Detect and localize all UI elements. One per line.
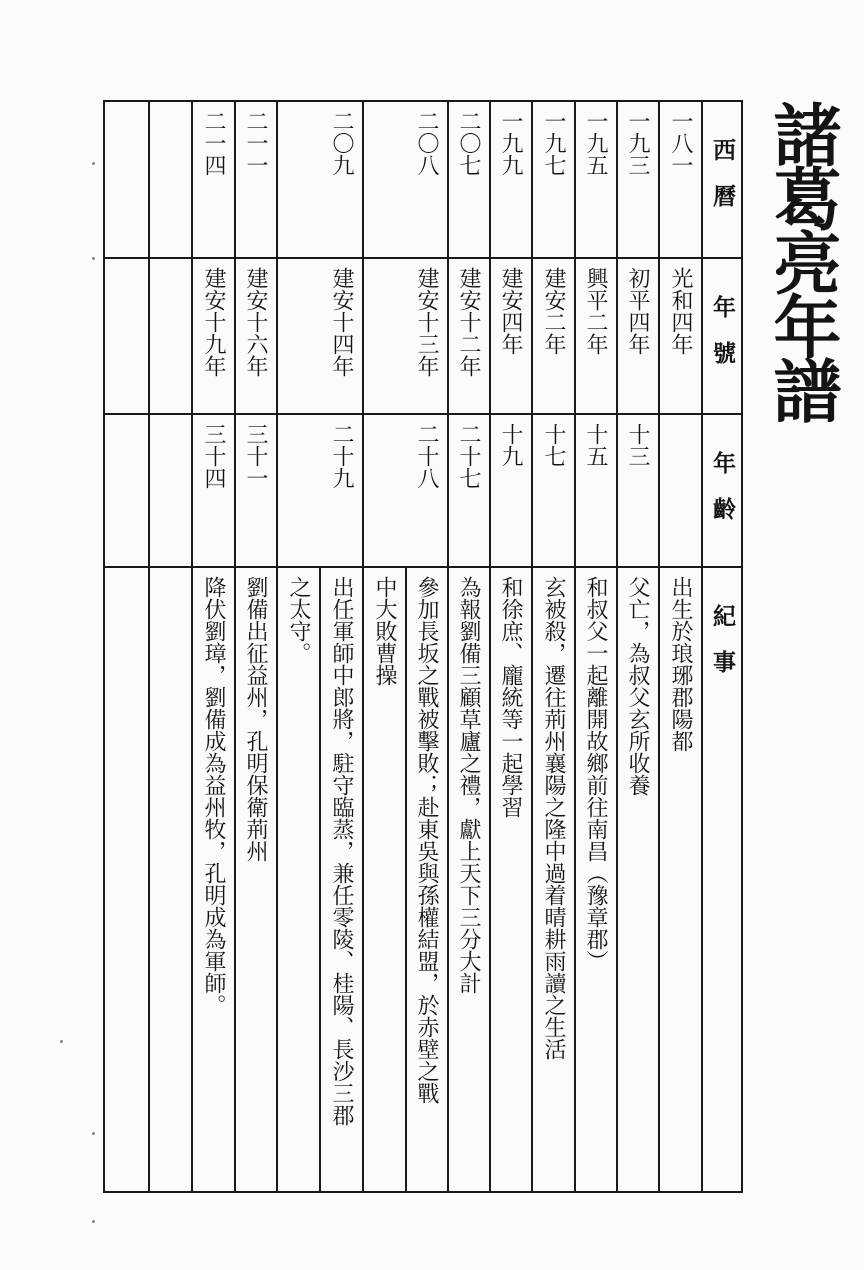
cell-event-line: 父亡，為叔父玄所收養 <box>625 576 650 796</box>
cell-year <box>148 110 191 247</box>
chronology-table <box>103 100 743 1193</box>
cell-age: 二十九 <box>329 423 354 489</box>
cell-event-line: 之太守。 <box>286 576 311 664</box>
cell-year: 二〇九 <box>329 110 354 176</box>
cell-era: 建安十九年 <box>201 267 226 377</box>
cell-year: 二〇八 <box>414 110 439 176</box>
cell-era: 建安二年 <box>541 267 566 355</box>
cell-event-line: 劉備出征益州，孔明保衛荊州 <box>243 576 268 862</box>
cell-event-line: 玄被殺，遷往荊州襄陽之隆中過着晴耕雨讀之生活 <box>541 576 566 1060</box>
header-era: 年 號 <box>709 295 736 364</box>
cell-era: 初平四年 <box>625 267 650 355</box>
cell-era: 建安十三年 <box>414 267 439 377</box>
cell-event-line <box>148 576 191 1181</box>
row-divider-age <box>103 413 743 415</box>
cell-age: 十七 <box>541 423 566 467</box>
cell-age: 十九 <box>498 423 523 467</box>
scan-speck <box>92 257 95 260</box>
cell-age: 三十四 <box>201 423 226 489</box>
cell-year <box>103 110 148 247</box>
cell-era: 建安十六年 <box>243 267 268 377</box>
merged-cell-mask <box>404 102 408 566</box>
cell-year: 二一四 <box>201 110 226 176</box>
cell-year: 一九五 <box>583 110 608 176</box>
cell-event-line: 出生於琅琊郡陽都 <box>668 576 693 752</box>
cell-year: 一九三 <box>625 110 650 176</box>
scan-speck <box>92 1132 95 1135</box>
cell-event-line: 降伏劉璋，劉備成為益州牧，孔明成為軍師。 <box>201 576 226 1016</box>
header-year: 西 曆 <box>709 138 736 207</box>
cell-age: 十三 <box>625 423 650 467</box>
scan-speck <box>60 1040 63 1043</box>
cell-year: 一九九 <box>498 110 523 176</box>
cell-age <box>148 423 191 556</box>
cell-era: 建安四年 <box>498 267 523 355</box>
cell-era: 建安十二年 <box>456 267 481 377</box>
cell-event-line: 參加長坂之戰被擊敗；赴東吳與孫權結盟，於赤壁之戰 <box>414 576 439 1104</box>
cell-era: 興平二年 <box>583 267 608 355</box>
cell-age: 十五 <box>583 423 608 467</box>
merged-cell-mask <box>318 102 322 566</box>
cell-year: 二〇七 <box>456 110 481 176</box>
table-top-border <box>103 100 743 102</box>
cell-age: 三十一 <box>243 423 268 489</box>
cell-year: 二一一 <box>243 110 268 176</box>
cell-event-line: 為報劉備三顧草廬之禮，獻上天下三分大計 <box>456 576 481 994</box>
cell-year: 一八一 <box>668 110 693 176</box>
header-age: 年 齡 <box>709 451 736 520</box>
cell-era: 光和四年 <box>668 267 693 355</box>
page-title: 諸葛亮年譜 <box>762 100 842 420</box>
cell-event-line: 和叔父一起離開故鄉前往南昌（豫章郡） <box>583 576 608 972</box>
cell-age: 二十七 <box>456 423 481 489</box>
cell-era <box>103 267 148 403</box>
cell-age <box>658 423 701 556</box>
table-bottom-border <box>103 1191 743 1193</box>
scan-speck <box>92 162 95 165</box>
cell-era <box>148 267 191 403</box>
row-divider-era <box>103 257 743 259</box>
cell-age: 二十八 <box>414 423 439 489</box>
cell-event-line: 中大敗曹操 <box>372 576 397 686</box>
header-event: 紀 事 <box>709 604 736 673</box>
cell-event-line <box>103 576 148 1181</box>
scan-speck <box>92 1220 95 1223</box>
cell-era: 建安十四年 <box>329 267 354 377</box>
cell-event-line: 出任軍師中郎將，駐守臨蒸，兼任零陵、桂陽、長沙三郡 <box>329 576 354 1126</box>
row-divider-event <box>103 566 743 568</box>
cell-year: 一九七 <box>541 110 566 176</box>
cell-event-line: 和徐庶、龐統等一起學習 <box>498 576 523 818</box>
cell-age <box>103 423 148 556</box>
